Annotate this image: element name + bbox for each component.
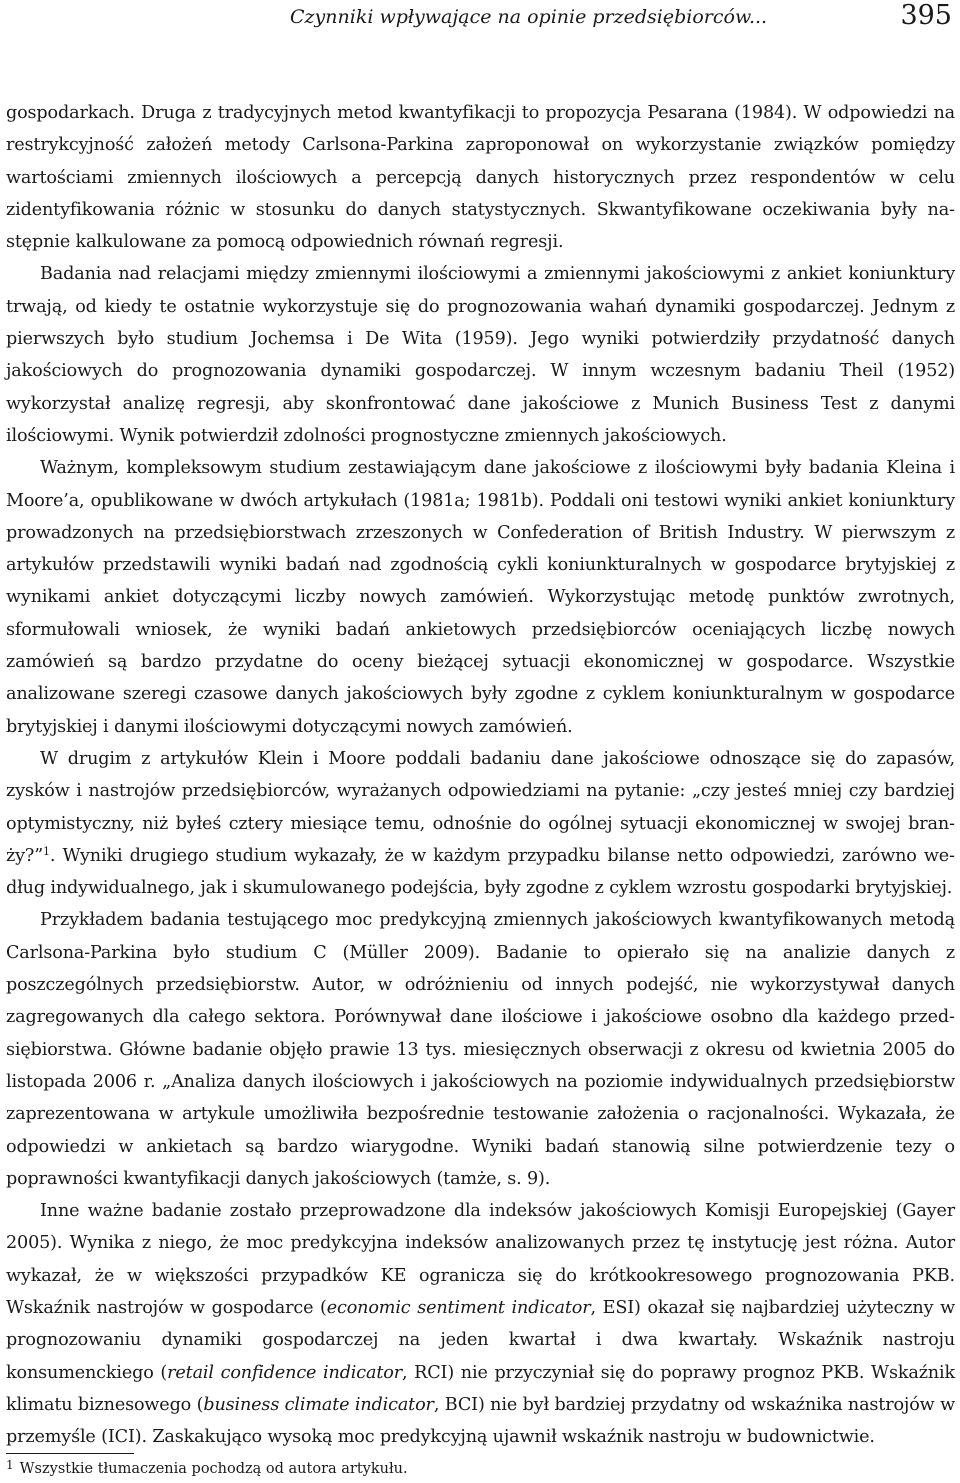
paragraph-2: Badania nad relacjami między zmiennymi ilościowymi a zmiennymi jakościowymi z ankiet koniunktury trwają, od kiedy te ostatnie wykorzystuje się do prognozowania wahań dynamiki gospodarczej. Jednym z pierwszych było studium Jochemsa i De Wita (1959). Jego wyniki potwierdziły przydatność danych jakościowych do prognozowania dynamiki gospodarczej. W innym wczesnym badaniu Theil (1952) wykorzystał analizę regresji, aby skonfrontować dane jakościowe z Munich Business Test z danymi ilościowymi. Wynik potwierdził zdolności prognostyczne zmiennych jakościowych.: [6, 264, 955, 446]
paragraph-4-text-b: . Wyniki drugiego studium wykazały, że w każdym przypadku bilanse netto odpowiedzi, zarówno według indywidualnego, jak i skumulowanego podejścia, były zgodne z cyklem wzrostu gospodarki brytyjskiej.: [6, 845, 955, 899]
page-number: 395: [900, 0, 952, 31]
paragraph-4-text-a: W drugim z artykułów Klein i Moore poddali badaniu dane jakościowe odnoszące się do zapasów, zysków i nastrojów przedsiębiorców, wyrażanych odpowiedziami na pytanie: „czy jesteś mniej czy bardziej optymistyczny, niż byłeś cztery miesiące temu, odnośnie do ogólnej sytuacji ekonomicznej w swojej branży?”: [6, 748, 955, 866]
page-header: [0, 0, 960, 42]
footnote-reference[interactable]: 1: [43, 844, 50, 858]
paragraph-1: gospodarkach. Druga z tradycyjnych metod kwantyfikacji to propozycja Pesarana (1984). W odpowiedzi na restrykcyjność założeń metody Carlsona-Parkina zaproponował on wykorzystanie związków pomiędzy wartościami zmiennych ilościowych a percepcją danych historycznych przez respondentów w celu zidentyfikowania różnic w stosunku do danych statystycznych. Skwantyfikowane oczekiwania były następnie kalkulowane za pomocą odpowiednich równań regresji.: [6, 103, 955, 253]
footnote: [6, 1458, 408, 1477]
paragraph-6: [6, 1195, 955, 1453]
term-rci: retail confidence indicator: [167, 1362, 402, 1383]
paragraph-5: Przykładem badania testującego moc predykcyjną zmiennych jakościowych kwantyfikowanych metodą Carlsona-Parkina było studium C (Müller 2009). Badanie to opierało się na analizie danych z poszczególnych przedsiębiorstw. Autor, w odróżnieniu od innych podejść, nie wykorzystywał danych zagregowanych dla całego sektora. Porównywał dane ilościowe i jakościowe osobno dla każdego przedsiębiorstwa. Główne badanie objęło prawie 13 tys. miesięcznych obserwacji z okresu od kwietnia 2005 do listopada 2006 r. „Analiza danych ilościowych i jakościowych na poziomie indywidualnych przedsiębiorstw zaprezentowana w artykule umożliwiła bezpośrednie testowanie założenia o racjonalności. Wykazała, że odpowiedzi w ankietach są bardzo wiarygodne. Wyniki badań stanowią silne potwierdzenie tezy o poprawności kwantyfikacji danych jakościowych (tamże, s. 9).: [6, 910, 955, 1189]
term-esi: economic sentiment indicator: [326, 1297, 591, 1318]
term-bci: business climate indicator: [203, 1394, 434, 1415]
footnote-divider: [6, 1453, 134, 1454]
footnote-text: Wszystkie tłumaczenia pochodzą od autora artykułu.: [19, 1461, 408, 1478]
paragraph-6-text-4: , BCI) nie był bardziej przydatny od wskaźnika nastrojów w przemyśle (ICI). Zaskakująco wysoką moc predykcyjną ujawnił wskaźnik nastroju w budownictwie.: [6, 1394, 955, 1448]
paragraph-6-text-3: , RCI) nie przyczyniał się do poprawy prognoz PKB. Wskaźnik klimatu biznesowego (: [6, 1362, 955, 1415]
paragraph-6-text-2: , ESI) okazał się najbardziej użyteczny w prognozowaniu dynamiki gospodarczej na jeden kwartał i dwa kwartały. Wskaźnik nastroju konsumenckiego (: [6, 1297, 955, 1383]
body-text: [6, 97, 955, 1453]
paragraph-6-text-1: Inne ważne badanie zostało przeprowadzone dla indeksów jakościowych Komisji Europejskiej (Gayer 2005). Wynika z niego, że moc predykcyjna indeksów analizowanych przez tę instytucję jest różna. Autor wykazał, że w większości przypadków KE ogranicza się do krótkookresowego prognozowania PKB. Wskaźnik nastrojów w gospodarce (: [6, 1201, 955, 1318]
running-title: Czynniki wpływające na opinie przedsiębiorców...: [290, 6, 768, 28]
footnote-mark: 1: [6, 1458, 14, 1472]
paragraph-4: [6, 743, 955, 904]
paragraph-3: Ważnym, kompleksowym studium zestawiającym dane jakościowe z ilościowymi były badania Kleina i Moore’a, opublikowane w dwóch artykułach (1981a; 1981b). Poddali oni testowi wyniki ankiet koniunktury prowadzonych na przedsiębiorstwach zrzeszonych w Confederation of British Industry. W pierwszym z artykułów przedstawili wyniki badań nad zgodnością cykli koniunkturalnych w gospodarce brytyjskiej z wynikami ankiet dotyczącymi liczby nowych zamówień. Wykorzystując metodę punktów zwrotnych, sformułowali wniosek, że wyniki badań ankietowych przedsiębiorców oceniających liczbę nowych zamówień są bardzo przydatne do oceny bieżącej sytuacji ekonomicznej w gospodarce. Wszystkie analizowane szeregi czasowe danych jakościowych były zgodne z cyklem koniunkturalnym w gospodarce brytyjskiej i danymi ilościowymi dotyczącymi nowych zamówień.: [6, 458, 955, 737]
